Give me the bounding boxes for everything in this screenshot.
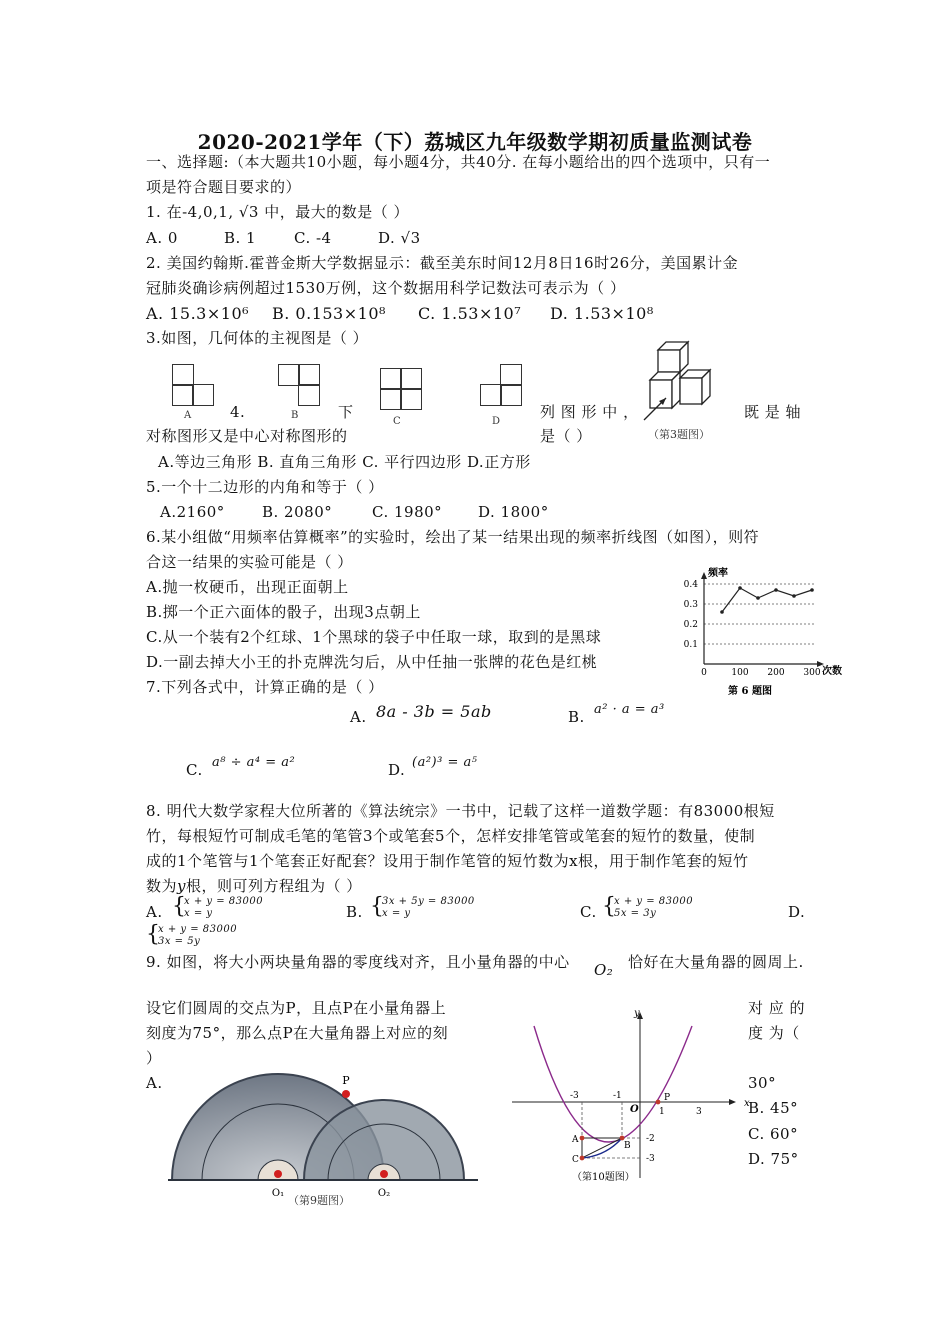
x-tick-label: 0 [701,668,707,678]
q8-option-c: C. [580,903,597,921]
q5-option-c: C. 1980° [372,503,443,521]
y-tick-label: 0.3 [683,600,698,610]
point-a-marker [580,1136,585,1141]
q3-label-b: B [291,410,299,421]
q9-option-c: C. 60° [748,1125,799,1143]
chart-grid [704,584,816,644]
data-point [738,586,742,590]
q1-option-d: D. √3 [378,229,421,247]
q7-expr-c: a⁸ ÷ a⁴ = a² [212,755,296,770]
q6-option-b: B.掷一个正六面体的骰子，出现3点朝上 [146,603,421,621]
q8-var-y: y [177,877,186,895]
q8-option-d: D. [788,903,806,921]
x-axis-arrow [729,1099,736,1105]
view-square [400,388,422,410]
q8-system-d-eq1: x + y = 83000 [158,924,238,935]
label-y: y [634,1008,640,1019]
label-x: x [744,1098,750,1109]
q2-option-b: B. 0.153×10⁸ [272,304,386,323]
q8-system-b-eq2: x = y [382,908,411,919]
label-minus-3: -3 [570,1091,579,1101]
q4-line2a: 对称图形又是中心对称图形的 [146,427,348,445]
view-square [480,384,502,406]
view-square [192,384,214,406]
q9-option-b: B. 45° [748,1099,799,1117]
y-tick-label: 0.4 [683,580,698,590]
label-minus-2: -2 [646,1134,655,1144]
q3-stem: 3.如图，几何体的主视图是（ ） [146,329,369,347]
center-o2-marker [380,1170,388,1178]
q4-seg2: 既 是 轴 [744,403,802,421]
view-square [172,384,194,406]
q9-line1b: 恰好在大量角器的圆周上. [628,953,804,971]
q9-option-a: A. [146,1074,163,1092]
exam-title: 2020-2021学年（下）荔城区九年级数学期初质量监测试卷 [197,130,753,154]
q9-line3a: 刻度为75°，那么点P在大量角器上对应的刻 [146,1024,449,1042]
y-tick-label: 0.1 [683,640,698,650]
q9-line2b: 对 应 的 [748,999,806,1017]
q1-stem-a: 1. 在-4,0,1, [146,203,234,221]
view-square [172,364,194,386]
label-3: 3 [696,1107,702,1117]
brace-icon: { [370,894,384,919]
data-point [756,596,760,600]
section1-line2: 项是符合题目要求的） [146,178,302,196]
q9-option-d: D. 75° [748,1150,799,1168]
y-axis-label: 频率 [708,568,728,579]
brace-icon: { [146,922,160,947]
q6-option-d: D.一副去掉大小王的扑克牌洗匀后，从中任抽一张牌的花色是红桃 [146,653,598,671]
q5-option-b: B. 2080° [262,503,333,521]
q3-label-c: C [393,416,401,427]
view-square [380,368,402,390]
q4-xia: 下 [338,403,354,421]
y-tick-label: 0.2 [683,620,698,630]
q2-option-c: C. 1.53×10⁷ [418,304,522,323]
q7-option-a: A. [350,708,367,726]
parabola-figure [510,1008,760,1184]
q1-option-b: B. 1 [224,229,257,247]
q8-line2: 竹，每根短竹可制成毛笔的笔管3个或笔套5个，怎样安排笔管或笔套的短竹的数量，使制 [146,827,756,845]
q4-line2b: 是（ ） [540,427,592,445]
q5-option-d: D. 1800° [478,503,549,521]
q8-system-b-eq1: 3x + 5y = 83000 [382,896,475,907]
q1-stem-b: 中，最大的数是（ ） [264,203,410,221]
q1-sqrt: √3 [238,203,259,221]
y-axis-arrow [701,572,707,579]
view-square [380,388,402,410]
q7-expr-b: a² · a = a³ [594,702,665,717]
frequency-line-chart [680,564,850,698]
q8-line1: 8. 明代大数学家程大位所著的《算法统宗》一书中，记载了这样一道数学题：有83000根短 [146,802,775,820]
label-o2: O₂ [377,1188,391,1199]
q8-line3: 成的1个笔管与1个笔套正好配套？设用于制作笔管的短竹数为x根，用于制作笔套的短竹 [146,852,749,870]
q8-option-b: B. [346,903,363,921]
q8-line4c: 根，则可列方程组为（ ） [186,877,362,895]
data-point [720,610,724,614]
q9-o2: O₂ [594,961,614,979]
point-b-marker [620,1136,625,1141]
point-p-marker [342,1090,350,1098]
q2-option-a: A. 15.3×10⁶ [146,304,250,323]
label-a: A [572,1135,579,1145]
q9-caption: （第9题图） [288,1194,350,1207]
q7-option-b: B. [568,708,585,726]
view-square [500,364,522,386]
q9-line2a: 设它们圆周的交点为P，且点P在小量角器上 [146,999,447,1017]
label-b: B [624,1141,631,1151]
brace-icon: { [602,894,616,919]
q4-options: A.等边三角形 B. 直角三角形 C. 平行四边形 D.正方形 [158,453,531,471]
label-c: C [572,1155,579,1165]
x-axis-label: 次数 [822,666,842,677]
protractors-figure [168,1068,488,1208]
q2-option-d: D. 1.53×10⁸ [550,304,654,323]
label-1: 1 [659,1107,665,1117]
section1-line1: 一、选择题:（本大题共10小题，每小题4分，共40分. 在每小题给出的四个选项中，只有一 [146,153,771,171]
center-o1-marker [274,1170,282,1178]
label-o1: O₁ [271,1188,285,1199]
q4-number: 4. [230,403,246,421]
q7-option-c: C. [186,761,203,779]
label-p: P [342,1074,350,1087]
q9-line1: 9. 如图，将大小两块量角器的零度线对齐，且小量角器的中心 [146,953,570,971]
x-tick-label: 100 [731,668,749,678]
q7-expr-a: 8a - 3b = 5ab [376,702,492,721]
view-square [400,368,422,390]
q8-system-c-eq2: 5x = 3y [614,908,657,919]
q7-expr-d: (a²)³ = a⁵ [412,755,478,770]
q2-line1: 2. 美国约翰斯.霍普金斯大学数据显示：截至美东时间12月8日16时26分，美国累计金 [146,254,739,272]
q6-option-c: C.从一个装有2个红球、1个黑球的袋子中任取一球，取到的是黑球 [146,628,602,646]
parabola-curve [534,1026,692,1142]
label-minus-1: -1 [613,1091,622,1101]
q8-system-d-eq2: 3x = 5y [158,936,201,947]
data-point [774,588,778,592]
q1-stem [146,202,409,222]
view-square [278,364,300,386]
view-square [298,364,320,386]
point-c-marker [580,1156,585,1161]
q7-stem: 7.下列各式中，计算正确的是（ ） [146,678,384,696]
q3-solid-figure [640,338,730,428]
label-p: P [664,1093,671,1103]
q9-line4: ） [146,1049,162,1067]
q1-option-a: A. 0 [146,229,178,247]
q8-line4 [146,876,362,896]
label-minus-3-y: -3 [646,1154,655,1164]
q9-option-a-value: 30° [748,1074,777,1092]
frequency-series-line [722,588,812,612]
view-square [500,384,522,406]
q8-line4a: 数为 [146,877,178,895]
q8-system-a-eq1: x + y = 83000 [184,896,264,907]
q6-line1: 6.某小组做“用频率估算概率”的实验时，绘出了某一结果出现的频率折线图（如图），则符 [146,528,760,546]
x-tick-label: 300 [803,668,821,678]
q1-option-c: C. -4 [294,229,332,247]
q7-option-d: D. [388,761,406,779]
view-square [298,384,320,406]
q3-label-d: D [492,416,501,427]
q3-label-a: A [184,410,192,421]
data-point [810,588,814,592]
q6-line2: 合这一结果的实验可能是（ ） [146,553,353,571]
fig10-caption: （第10题图） [572,1172,635,1183]
q8-system-a-eq2: x = y [184,908,213,919]
q8-option-a: A. [146,903,163,921]
q5-option-a: A.2160° [160,503,225,521]
q6-option-a: A.抛一枚硬币，出现正面朝上 [146,578,349,596]
label-origin: O [630,1104,639,1115]
point-p-marker [656,1100,661,1105]
q2-line2: 冠肺炎确诊病例超过1530万例，这个数据用科学记数法可表示为（ ） [146,279,626,297]
q8-system-c-eq1: x + y = 83000 [614,896,694,907]
q9-line3b: 度 为（ [748,1024,800,1042]
q3-caption: （第3题图） [648,428,710,441]
brace-icon: { [172,894,186,919]
q4-seg1: 列 图 形 中 ， [540,403,639,421]
x-tick-label: 200 [767,668,785,678]
fig6-caption: 第 6 题图 [728,686,772,697]
data-point [792,594,796,598]
q5-stem: 5.一个十二边形的内角和等于（ ） [146,478,384,496]
